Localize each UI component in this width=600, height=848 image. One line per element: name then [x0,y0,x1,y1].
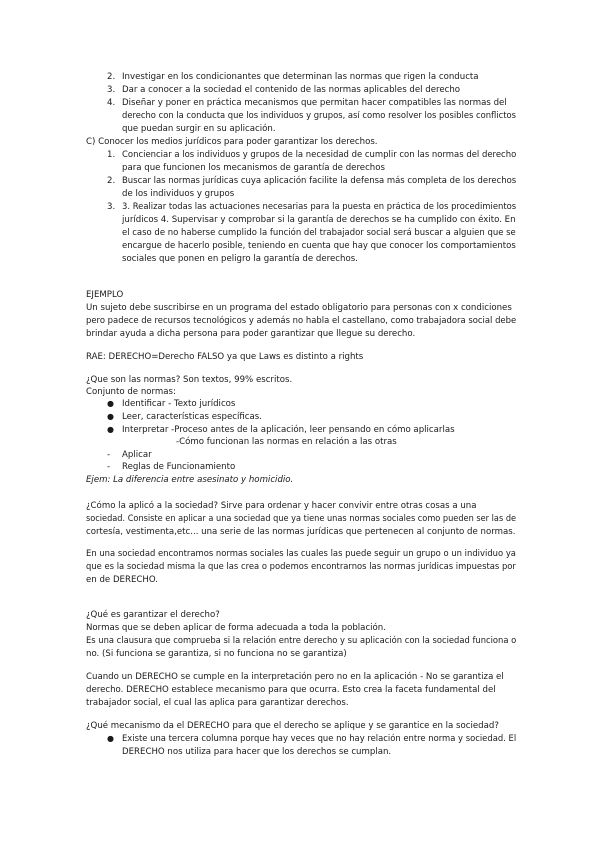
list-number: 4. [107,98,116,108]
paragraph-line: Normas que se deben aplicar de forma adecuada a toda la población. [86,623,386,633]
bullet-item: Identificar - Texto jurídicos [122,399,236,409]
list-item: Diseñar y poner en práctica mecanismos que permitan hacer compatibles las normas del [122,98,507,108]
list-item: Investigar en los condicionantes que determinan las normas que rigen la conducta [122,72,479,82]
list-item: Dar a conocer a la sociedad el contenido de las normas aplicables del derecho [122,85,461,95]
question-line: ¿Qué mecanismo da el DERECHO para que el derecho se aplique y se garantice en la sociedad? [86,721,499,731]
list-item-continued: derecho con la conducta que los individuos y grupos, así como resolver los posibles conflictos [122,111,517,121]
rae-line: RAE: DERECHO=Derecho FALSO ya que Laws es distinto a rights [86,352,364,362]
paragraph-line: en de DERECHO. [86,575,158,585]
bullet-icon: ● [107,399,114,408]
example-line: Ejem: La diferencia entre asesinato y homicidio. [86,475,294,485]
list-number: 3. [107,202,116,212]
question-line: ¿Qué es garantizar el derecho? [86,610,220,620]
paragraph-line: pero padece de recursos tecnológicos y además no habla el castellano, como trabajadora social debe [86,316,517,326]
question-line: ¿Que son las normas? Son textos, 99% escritos. [86,375,293,385]
list-item: Concienciar a los individuos y grupos de la necesidad de cumplir con las normas del derecho [122,150,517,160]
dash-item: Aplicar [122,450,152,460]
paragraph-line: Es una clausura que comprueba si la relación entre derecho y su aplicación con la sociedad funciona o [86,636,517,646]
dash-item: Reglas de Funcionamiento [122,462,236,472]
bullet-subitem: -Cómo funcionan las normas en relación a las otras [176,437,397,447]
paragraph-line: Un sujeto debe suscribirse en un programa del estado obligatorio para personas con x condiciones [86,303,512,313]
paragraph-line: no. (Si funciona se garantiza, si no funciona no se garantiza) [86,649,347,659]
paragraph-line: brindar ayuda a dicha persona para poder garantizar que llegue su derecho. [86,329,416,339]
paragraph-line: En una sociedad encontramos normas sociales las cuales las puede seguir un grupo o un individuo ya [86,549,516,559]
bullet-icon: ● [107,734,114,743]
bullet-item-continued: DERECHO nos utiliza para hacer que los derechos se cumplan. [122,747,392,757]
paragraph-line: sociedad. Consiste en aplicar a una sociedad que ya tiene unas normas sociales como pueden ser las de [86,514,517,524]
list-item-continued: el caso de no haberse cumplido la función del trabajador social será buscar a alguien que se [122,228,516,238]
paragraph-line: trabajador social, el cual las aplica para garantizar derechos. [86,698,349,708]
list-item: Buscar las normas jurídicas cuya aplicación facilite la defensa más completa de los derechos [122,176,517,186]
bullet-item: Interpretar -Proceso antes de la aplicación, leer pensando en cómo aplicarlas [122,425,455,435]
list-item-continued: que puedan surgir en su aplicación. [122,124,276,134]
list-item-continued: de los individuos y grupos [122,189,235,199]
bullet-item: Existe una tercera columna porque hay veces que no hay relación entre norma y sociedad. El [122,734,517,744]
list-number: 3. [107,85,116,95]
paragraph-line: cortesía, vestimenta,etc... una serie de las normas jurídicas que pertenecen al conjunto de normas. [86,527,516,537]
list-item: 3. Realizar todas las actuaciones necesarias para la puesta en práctica de los procedimientos [122,202,517,212]
list-item-continued: para que funcionen los mecanismos de garantía de derechos [122,163,385,173]
paragraph-line: Conjunto de normas: [86,387,176,397]
bullet-icon: ● [107,425,114,434]
paragraph-line: que es la sociedad misma la que las crea o podemos encontrarnos las normas jurídicas impuestas por [86,562,516,572]
paragraph-line: Cuando un DERECHO se cumple en la interpretación pero no en la aplicación - No se garantiza el [86,672,504,682]
list-item-continued: encargue de hacerlo posible, teniendo en cuenta que hay que conocer los comportamientos [122,241,516,251]
list-number: 2. [107,176,116,186]
bullet-icon: ● [107,412,114,421]
list-item-continued: jurídicos 4. Supervisar y comprobar si la garantía de derechos se ha cumplido con éxito. En [122,215,516,225]
list-item-continued: sociales que ponen en peligro la garantía de derechos. [122,254,358,264]
dash-icon: - [107,450,111,460]
paragraph-line: derecho. DERECHO establece mecanismo para que ocurra. Esto crea la faceta fundamental del [86,685,496,695]
list-number: 2. [107,72,116,82]
list-number: 1. [107,150,116,160]
dash-icon: - [107,462,111,472]
section-heading: C) Conocer los medios jurídicos para poder garantizar los derechos. [86,137,378,147]
example-heading: EJEMPLO [86,290,124,300]
bullet-item: Leer, características específicas. [122,412,262,422]
paragraph-line: ¿Cómo la aplicó a la sociedad? Sirve para ordenar y hacer convivir entre otras cosas a una [86,501,477,511]
